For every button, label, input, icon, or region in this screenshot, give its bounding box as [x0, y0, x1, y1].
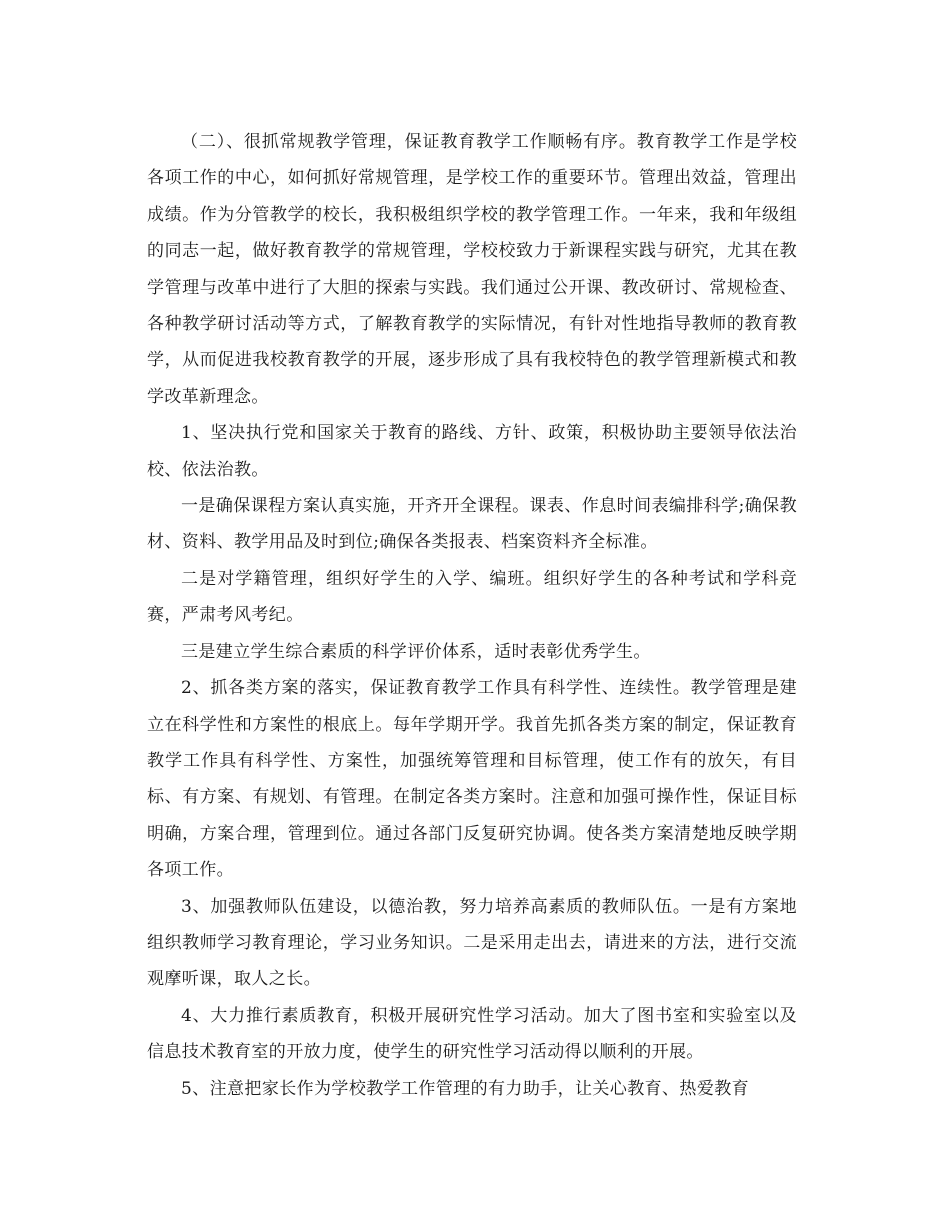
paragraph-item-1-second: 二是对学籍管理，组织好学生的入学、编班。组织好学生的各种考试和学科竞赛，严肃考风考纪。	[147, 568, 797, 626]
document-page	[147, 124, 797, 1107]
paragraph-section-two: （二）、很抓常规教学管理，保证教育教学工作顺畅有序。教育教学工作是学校各项工作的中心，如何抓好常规管理，是学校工作的重要环节。管理出效益，管理出成绩。作为分管教学的校长，我积极组织学校的教学管理工作。一年来，我和年级组的同志一起，做好教育教学的常规管理，学校校致力于新课程实践与研究，尤其在教学管理与改革中进行了大胆的探索与实践。我们通过公开课、教改研讨、常规检查、各种教学研讨活动等方式，了解教育教学的实际情况，有针对性地指导教师的教育教学，从而促进我校教育教学的开展，逐步形成了具有我校特色的教学管理新模式和教学改革新理念。	[147, 132, 797, 407]
paragraph-item-4: 4、大力推行素质教育，积极开展研究性学习活动。加大了图书室和实验室以及信息技术教育室的开放力度，使学生的研究性学习活动得以顺利的开展。	[147, 1005, 797, 1063]
paragraph-item-1-first: 一是确保课程方案认真实施，开齐开全课程。课表、作息时间表编排科学;确保教材、资料、教学用品及时到位;确保各类报表、档案资料齐全标准。	[147, 496, 797, 553]
paragraph-item-1: 1、坚决执行党和国家关于教育的路线、方针、政策，积极协助主要领导依法治校、依法治教。	[147, 423, 797, 480]
paragraph-item-5: 5、注意把家长作为学校教学工作管理的有力助手，让关心教育、热爱教育	[181, 1078, 750, 1099]
paragraph-item-3: 3、加强教师队伍建设，以德治教，努力培养高素质的教师队伍。一是有方案地组织教师学习教育理论，学习业务知识。二是采用走出去，请进来的方法，进行交流观摩听课，取人之长。	[147, 896, 797, 990]
paragraph-item-1-third: 三是建立学生综合素质的科学评价体系，适时表彰优秀学生。	[181, 641, 651, 662]
paragraph-item-2: 2、抓各类方案的落实，保证教育教学工作具有科学性、连续性。教学管理是建立在科学性和方案性的根底上。每年学期开学。我首先抓各类方案的制定，保证教育教学工作具有科学性、方案性，加强统筹管理和目标管理，使工作有的放矢，有目标、有方案、有规划、有管理。在制定各类方案时。注意和加强可操作性，保证目标明确，方案合理，管理到位。通过各部门反复研究协调。使各类方案清楚地反映学期各项工作。	[147, 678, 797, 881]
